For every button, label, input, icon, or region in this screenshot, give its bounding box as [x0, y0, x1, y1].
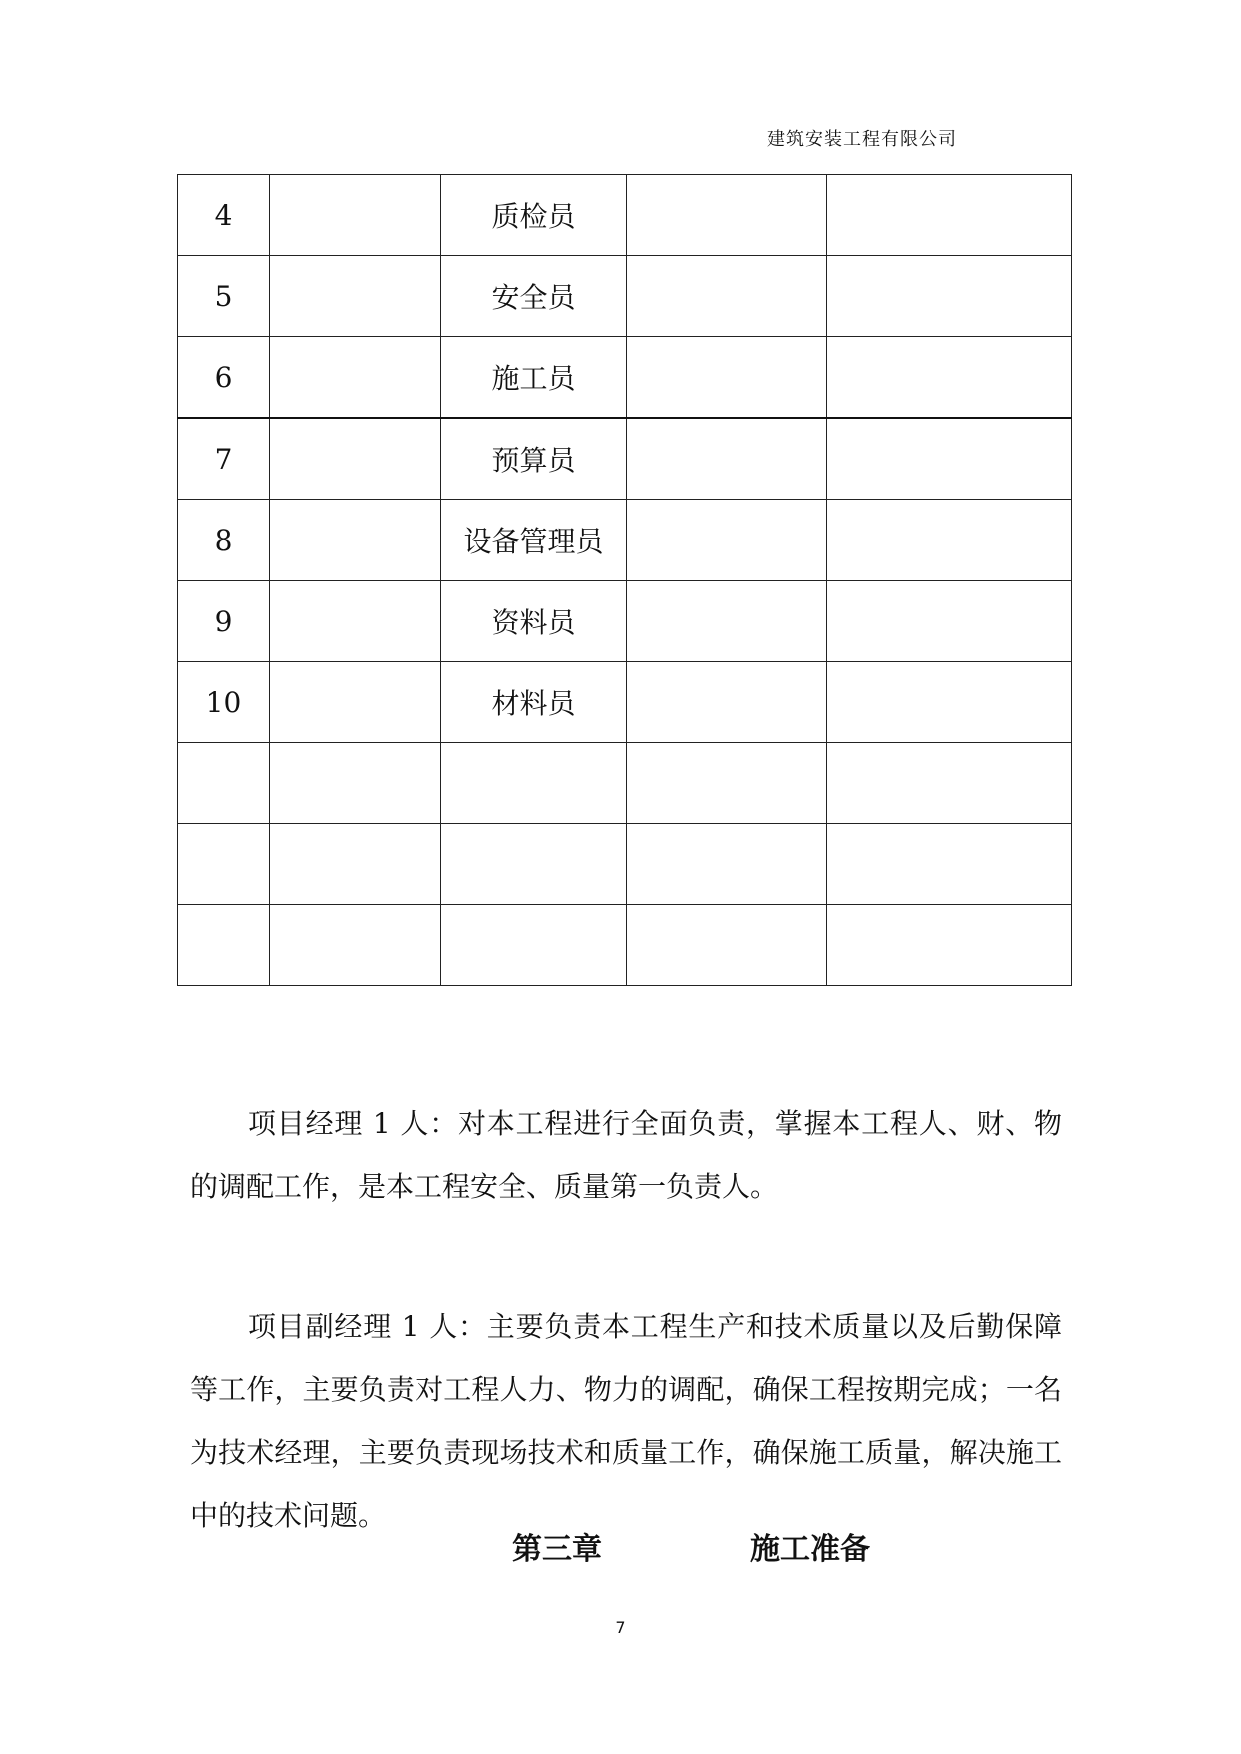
- name-cell: [270, 905, 441, 986]
- blank-cell: [827, 905, 1072, 986]
- chapter-title: 施工准备: [750, 1532, 870, 1567]
- name-cell: [270, 743, 441, 824]
- staff-table: [177, 174, 1072, 986]
- blank-cell: [827, 500, 1072, 581]
- paragraph-deputy-manager: 项目副经理 1 人：主要负责本工程生产和技术质量以及后勤保障等工作，主要负责对工程人力、物力的调配，确保工程按期完成；一名为技术经理，主要负责现场技术和质量工作，确保施工质量，解决施工中的技术问题。: [190, 1310, 1062, 1532]
- role-cell: 质检员: [441, 175, 627, 256]
- blank-cell: [827, 256, 1072, 337]
- role-cell: 预算员: [441, 418, 627, 500]
- name-cell: [270, 337, 441, 419]
- name-cell: [270, 500, 441, 581]
- role-cell: 材料员: [441, 662, 627, 743]
- name-cell: [270, 824, 441, 905]
- role-cell: 施工员: [441, 337, 627, 419]
- row-number-cell: [178, 743, 270, 824]
- blank-cell: [827, 743, 1072, 824]
- blank-cell: [627, 905, 827, 986]
- blank-cell: [627, 824, 827, 905]
- table-row: [178, 500, 1072, 581]
- page-number: 7: [615, 1618, 626, 1637]
- name-cell: [270, 256, 441, 337]
- blank-cell: [627, 581, 827, 662]
- table-row: [178, 662, 1072, 743]
- row-number-cell: [178, 824, 270, 905]
- chapter-heading: [512, 1530, 870, 1570]
- row-number-cell: 4: [178, 175, 270, 256]
- table-row: [178, 175, 1072, 256]
- role-cell: 资料员: [441, 581, 627, 662]
- blank-cell: [827, 581, 1072, 662]
- blank-cell: [627, 743, 827, 824]
- table-row: [178, 824, 1072, 905]
- blank-cell: [827, 418, 1072, 500]
- paragraph-project-manager: 项目经理 1 人：对本工程进行全面负责，掌握本工程人、财、物的调配工作，是本工程安全、质量第一负责人。: [190, 1107, 1062, 1203]
- role-cell: 安全员: [441, 256, 627, 337]
- role-cell: [441, 824, 627, 905]
- role-cell: 设备管理员: [441, 500, 627, 581]
- row-number-cell: 7: [178, 418, 270, 500]
- name-cell: [270, 418, 441, 500]
- role-cell: [441, 905, 627, 986]
- role-cell: [441, 743, 627, 824]
- blank-cell: [627, 337, 827, 419]
- name-cell: [270, 662, 441, 743]
- row-number-cell: 9: [178, 581, 270, 662]
- table-row: [178, 905, 1072, 986]
- blank-cell: [827, 662, 1072, 743]
- table-row: [178, 418, 1072, 500]
- blank-cell: [827, 175, 1072, 256]
- table-row: [178, 337, 1072, 419]
- chapter-number: 第三章: [512, 1532, 602, 1567]
- blank-cell: [827, 337, 1072, 419]
- table-row: [178, 256, 1072, 337]
- row-number-cell: 5: [178, 256, 270, 337]
- table-row: [178, 581, 1072, 662]
- blank-cell: [627, 175, 827, 256]
- blank-cell: [627, 500, 827, 581]
- name-cell: [270, 175, 441, 256]
- blank-cell: [627, 418, 827, 500]
- page-header-company: 建筑安装工程有限公司: [767, 129, 957, 150]
- table-row: [178, 743, 1072, 824]
- blank-cell: [827, 824, 1072, 905]
- row-number-cell: 8: [178, 500, 270, 581]
- row-number-cell: 6: [178, 337, 270, 419]
- row-number-cell: [178, 905, 270, 986]
- blank-cell: [627, 662, 827, 743]
- row-number-cell: 10: [178, 662, 270, 743]
- blank-cell: [627, 256, 827, 337]
- name-cell: [270, 581, 441, 662]
